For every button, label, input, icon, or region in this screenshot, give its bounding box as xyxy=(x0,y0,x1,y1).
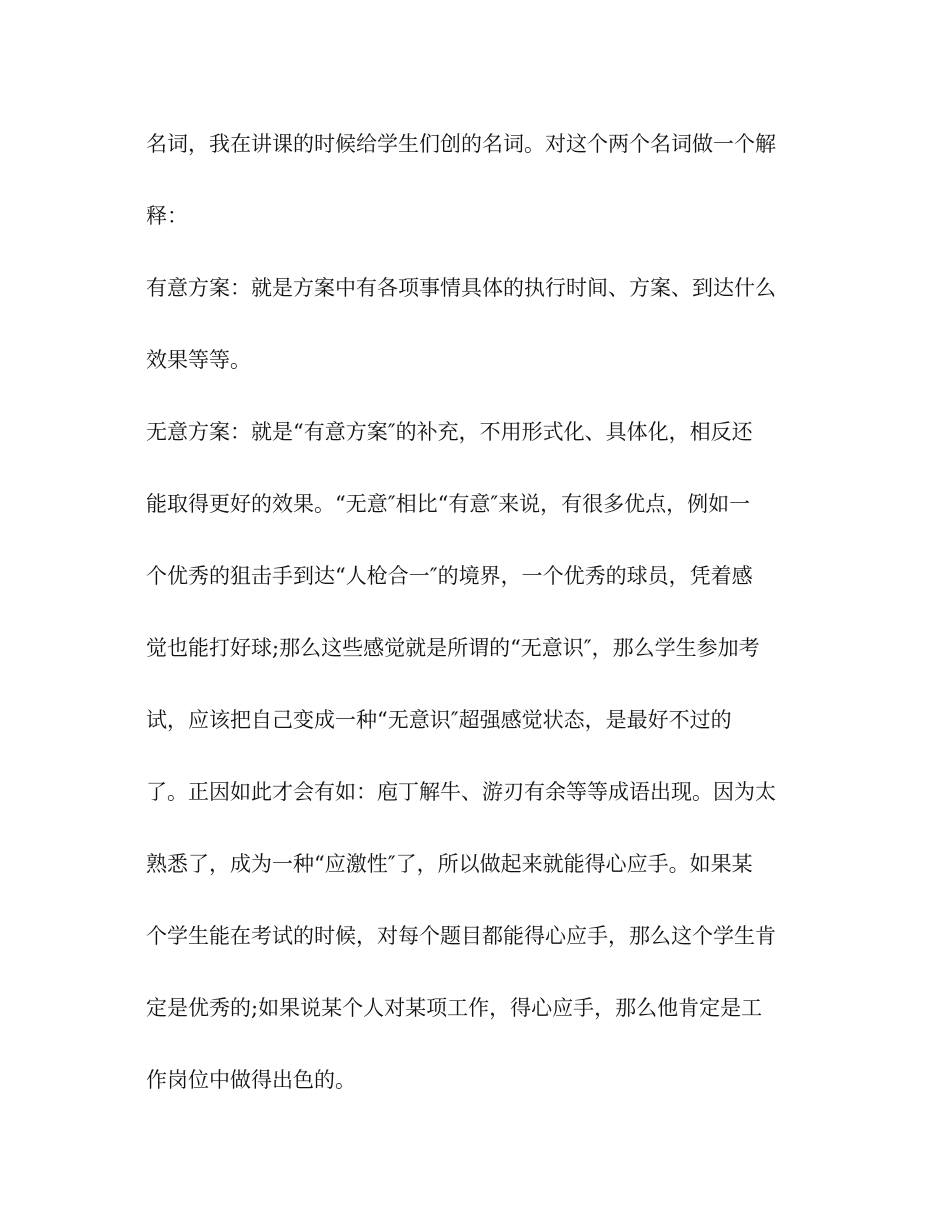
paragraph-line: 觉也能打好球;那么这些感觉就是所谓的“无意识″，那么学生参加考 xyxy=(146,636,760,660)
paragraph-line: 个优秀的狙击手到达“人枪合一″的境界，一个优秀的球员，凭着感 xyxy=(146,564,753,588)
paragraph-line: 有意方案：就是方案中有各项事情具体的执行时间、方案、到达什么 xyxy=(146,276,776,300)
paragraph-line: 熟悉了，成为一种“应激性″了，所以做起来就能得心应手。如果某 xyxy=(146,852,753,876)
paragraph-line: 释： xyxy=(146,204,188,228)
paragraph-line: 了。正因如此才会有如：庖丁解牛、游刃有余等等成语出现。因为太 xyxy=(146,780,776,804)
paragraph-line: 无意方案：就是“有意方案″的补充，不用形式化、具体化，相反还 xyxy=(146,420,753,444)
paragraph-line: 作岗位中做得出色的。 xyxy=(146,1068,356,1092)
paragraph-line: 效果等等。 xyxy=(146,348,251,372)
paragraph-line: 试，应该把自己变成一种“无意识″超强感觉状态，是最好不过的 xyxy=(146,708,732,732)
paragraph-line: 名词，我在讲课的时候给学生们创的名词。对这个两个名词做一个解 xyxy=(146,132,776,156)
paragraph-line: 能取得更好的效果。“无意″相比“有意″来说，有很多优点，例如一 xyxy=(146,492,751,516)
paragraph-line: 定是优秀的;如果说某个人对某项工作，得心应手，那么他肯定是工 xyxy=(146,996,763,1020)
paragraph-line: 个学生能在考试的时候，对每个题目都能得心应手，那么这个学生肯 xyxy=(146,924,776,948)
